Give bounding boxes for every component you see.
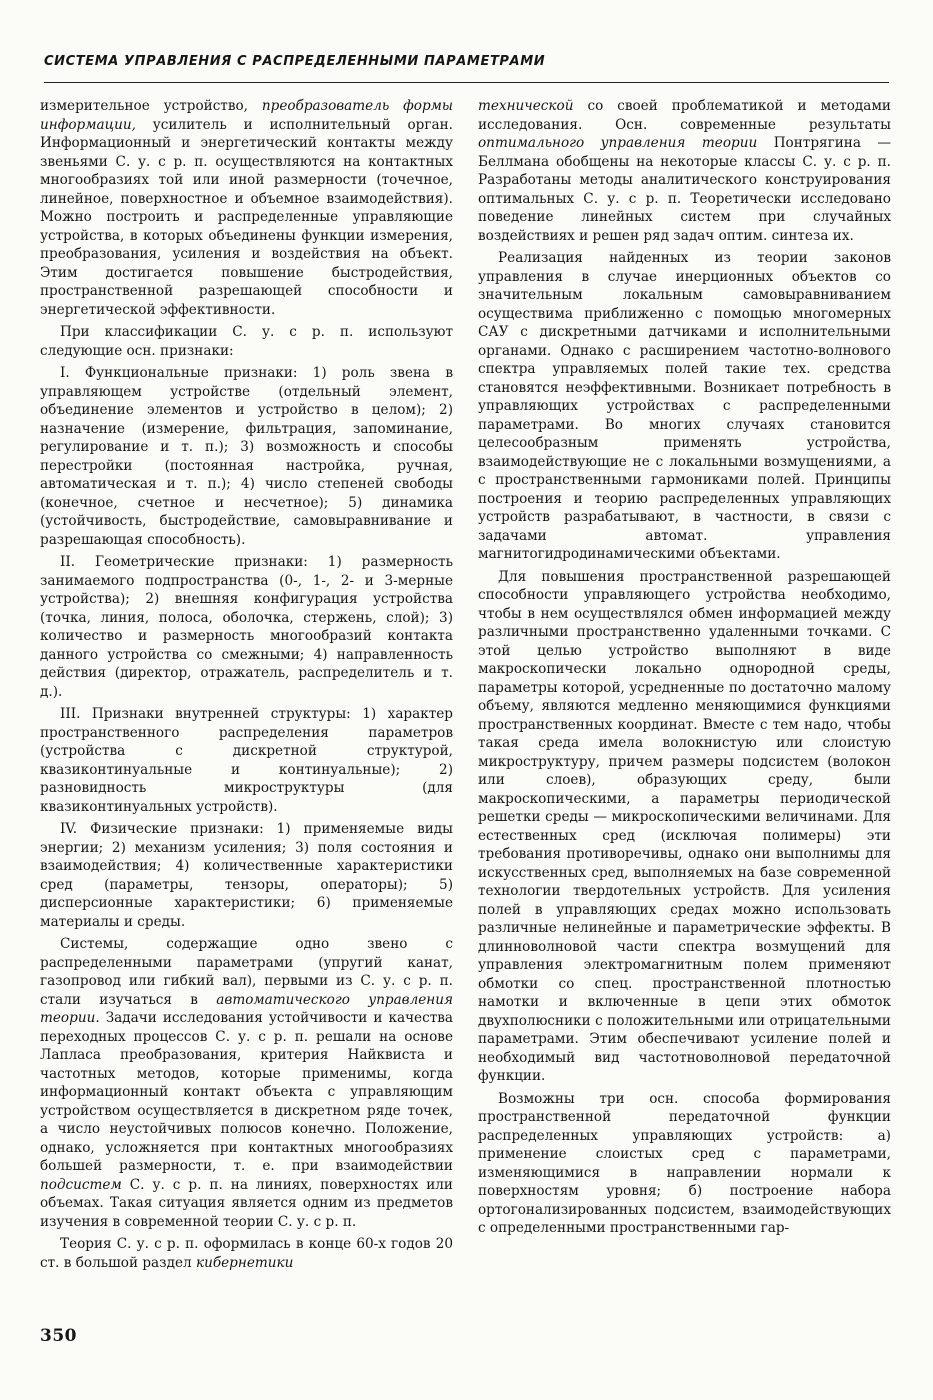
paragraph: IV. Физические признаки: 1) применяемые виды энергии; 2) механизм усиления; 3) поля состояния и взаимодействия; 4) количественные характеристики сред (параметры, тензоры, операторы); 5) дисперсионные характеристики; 6) применяемые материалы и среды.	[40, 821, 453, 930]
right-column	[478, 97, 891, 1342]
paragraph: измерительное устройство, преобразователь формы информации, усилитель и исполнительный орган. Информационный и энергетический контакты между звеньями С. у. с р. п. осуществляются на контактных многообразиях той или иной размерности (точечное, линейное, поверхностное и объемное взаимодействия). Можно построить и распределенные управляющие устройства, в которых объединены функции измерения, преобразования, усиления и воздействия на объект. Этим достигается повышение быстродействия, пространственной разрешающей способности и энергетической эффективности.	[40, 98, 453, 318]
left-column	[40, 97, 453, 1342]
term-link: технической	[478, 98, 574, 114]
paragraph: II. Геометрические признаки: 1) размерность занимаемого подпространства (0-, 1-, 2- и 3-мерные устройства); 2) внешняя конфигурация устройства (точка, линия, полоса, оболочка, стержень, слой); 3) количество и размерность многообразий контакта данного устройства со смежными; 4) направленность действия (директор, отражатель, распределитель и т. д.).	[40, 554, 453, 700]
paragraph: Возможны три осн. способа формирования пространственной передаточной функции распределенных управляющих устройств: а) применение слоистых сред с параметрами, изменяющимися в направлении нормали к поверхностям уровня; б) построение набора ортогонализированных подсистем, взаимодействующих с определенными пространственными гар-	[478, 1090, 891, 1236]
running-header: СИСТЕМА УПРАВЛЕНИЯ С РАСПРЕДЕЛЕННЫМИ ПАРАМЕТРАМИ	[44, 54, 546, 69]
paragraph: Для повышения пространственной разрешающей способности управляющего устройства необходимо, чтобы в нем осуществлялся обмен информацией между различными пространственно удаленными точками. С этой целью устройство выполняют в виде макроскопически локально однородной среды, параметры которой, усредненные по достаточно малому объему, являются медленно меняющимися функциями пространственных координат. Вместе с тем надо, чтобы такая среда имела волокнистую или слоистую микроструктуру, причем размеры подсистем (волокон или слоев), образующих среду, были макроскопическими, а параметры периодической решетки среды — микроскопическими величинами. Для естественных сред (исключая полимеры) эти требования противоречивы, однако они выполнимы для искусственных сред, выполняемых на базе современной технологии твердотельных устройств. Для усиления полей в управляющих средах можно использовать различные нелинейные и параметрические эффекты. В длинноволновой части спектра возмущений для управления электромагнитным полем применяют обмотки со спец. пространственной плотностью намотки и включенные в цепи этих обмоток двухполюсники с положительными или отрицательными параметрами. Этим обеспечивают усиление полей и необходимый вид частотноволновой передаточной функции.	[478, 568, 891, 1084]
paragraph: Теория С. у. с р. п. оформилась в конце 60-х годов 20 ст. в большой раздел кибернетики	[40, 1236, 453, 1271]
header-rule	[44, 82, 889, 83]
term-link: автоматического управления теории.	[40, 991, 453, 1026]
paragraph: Реализация найденных из теории законов управления в случае инерционных объектов со значительным локальным самовыравниванием осуществима приближенно с помощью многомерных САУ с дискретными датчиками и исполнительными органами. Однако с расширением частотно-волнового спектра управляемых полей такие тех. средства становятся неэффективными. Возникает потребность в управляющих устройствах с распределенными параметрами. Во многих случаях становится целесообразным применять устройства, взаимодействующие не с локальными возмущениями, а с пространственными гармониками полей. Принципы построения и теорию распределенных управляющих устройств разрабатывают, в частности, в связи с задачами автомат. управления магнитогидродинамическими объектами.	[478, 250, 891, 562]
page-number: 350	[40, 1326, 77, 1346]
paragraph: III. Признаки внутренней структуры: 1) характер пространственного распределения параметров (устройства с дискретной структурой, квазиконтинуальные и континуальные); 2) разновидность микроструктуры (для квазиконтинуальных устройств).	[40, 706, 453, 815]
paragraph: При классификации С. у. с р. п. используют следующие осн. признаки:	[40, 324, 453, 359]
term-link: оптимального управления теории	[478, 135, 758, 151]
term-link: подсистем	[40, 1176, 122, 1193]
term-link: преобразователь формы информации,	[40, 98, 453, 133]
paragraph: технической со своей проблематикой и методами исследования. Осн. современные результаты оптимального управления теории Понтрягина — Беллмана обобщены на некоторые классы С. у. с р. п. Разработаны методы аналитического конструирования оптимальных С. у. с р. п. Теоретически исследовано поведение линейных систем при случайных воздействиях и решен ряд задач оптим. синтеза их.	[478, 98, 891, 244]
term-link: кибернетики	[195, 1254, 294, 1271]
paragraph: Системы, содержащие одно звено с распределенными параметрами (упругий канат, газопровод или гибкий вал), первыми из С. у. с р. п. стали изучаться в автоматического управления теории. Задачи исследования устойчивости и качества переходных процессов С. у. с р. п. решали на основе Лапласа преобразования, критерия Найквиста и частотных методов, которые применимы, когда информационный контакт объекта с управляющим устройством осуществляется в дискретном ряде точек, а число неустойчивых полюсов конечно. Положение, однако, усложняется при контактных многообразиях большей размерности, т. е. при взаимодействии подсистем С. у. с р. п. на линиях, поверхностях или объемах. Такая ситуация является одним из предметов изучения в современной теории С. у. с р. п.	[40, 936, 453, 1230]
paragraph: I. Функциональные признаки: 1) роль звена в управляющем устройстве (отдельный элемент, объединение элементов и устройство в целом); 2) назначение (измерение, фильтрация, запоминание, регулирование и т. п.); 3) возможность и способы перестройки (постоянная настройка, ручная, автоматическая и т. п.); 4) число степеней свободы (конечное, счетное и несчетное); 5) динамика (устойчивость, быстродействие, самовыравнивание и разрешающая способность).	[40, 365, 453, 548]
